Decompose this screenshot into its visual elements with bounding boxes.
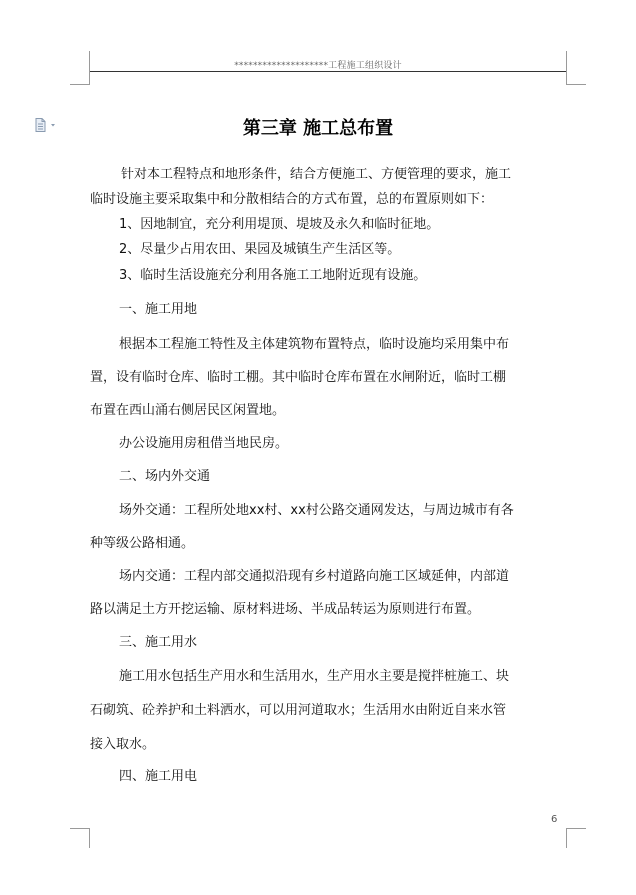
paragraph-line: 接入取水。	[90, 737, 156, 752]
running-header: ********************工程施工组织设计	[234, 61, 402, 71]
principle-item: 3、临时生活设施充分利用各施工工地附近现有设施。	[119, 268, 427, 283]
crop-mark-bottom-left-h	[70, 828, 90, 829]
section-heading: 一、施工用地	[119, 302, 198, 317]
paragraph-line: 根据本工程施工特性及主体建筑物布置特点，临时设施均采用集中布	[119, 337, 510, 352]
section-heading: 四、施工用电	[119, 769, 198, 784]
section-heading: 二、场内外交通	[119, 469, 211, 484]
paragraph-line: 石砌筑、砼养护和土料洒水，可以用河道取水；生活用水由附近自来水管	[90, 703, 507, 718]
paragraph-line: 种等级公路相通。	[90, 536, 195, 551]
paragraph-line: 施工用水包括生产用水和生活用水，生产用水主要是搅拌桩施工、块	[119, 669, 510, 684]
header-rule	[90, 71, 566, 72]
paragraph-line: 场外交通：工程所处地xx村、xx村公路交通网发达，与周边城市有各	[119, 503, 514, 518]
paragraph-line: 场内交通：工程内部交通拟沿现有乡村道路向施工区域延伸，内部道	[119, 569, 510, 584]
paragraph-line: 路以满足土方开挖运输、原材料进场、半成品转运为原则进行布置。	[90, 602, 481, 617]
paragraph-line: 置，设有临时仓库、临时工棚。其中临时仓库布置在水闸附近，临时工棚	[90, 370, 507, 385]
intro-line: 临时设施主要采取集中和分散相结合的方式布置，总的布置原则如下：	[90, 192, 494, 207]
paragraph-line: 布置在西山涌右侧居民区闲置地。	[90, 403, 286, 418]
principle-item: 2、尽量少占用农田、果园及城镇生产生活区等。	[119, 242, 401, 257]
intro-line: 针对本工程特点和地形条件，结合方便施工、方便管理的要求，施工	[121, 167, 512, 182]
crop-mark-top-left-h	[70, 84, 90, 85]
chapter-title: 第三章 施工总布置	[242, 118, 394, 139]
page-number: 6	[551, 814, 558, 825]
principle-item: 1、因地制宜，充分利用堤顶、堤坡及永久和临时征地。	[119, 217, 440, 232]
crop-mark-bottom-left-v	[89, 828, 90, 848]
crop-mark-bottom-right-v	[566, 828, 567, 848]
paragraph-line: 办公设施用房租借当地民房。	[119, 436, 289, 451]
crop-mark-bottom-right-h	[566, 828, 586, 829]
section-heading: 三、施工用水	[119, 635, 198, 650]
crop-mark-top-right-h	[566, 84, 586, 85]
